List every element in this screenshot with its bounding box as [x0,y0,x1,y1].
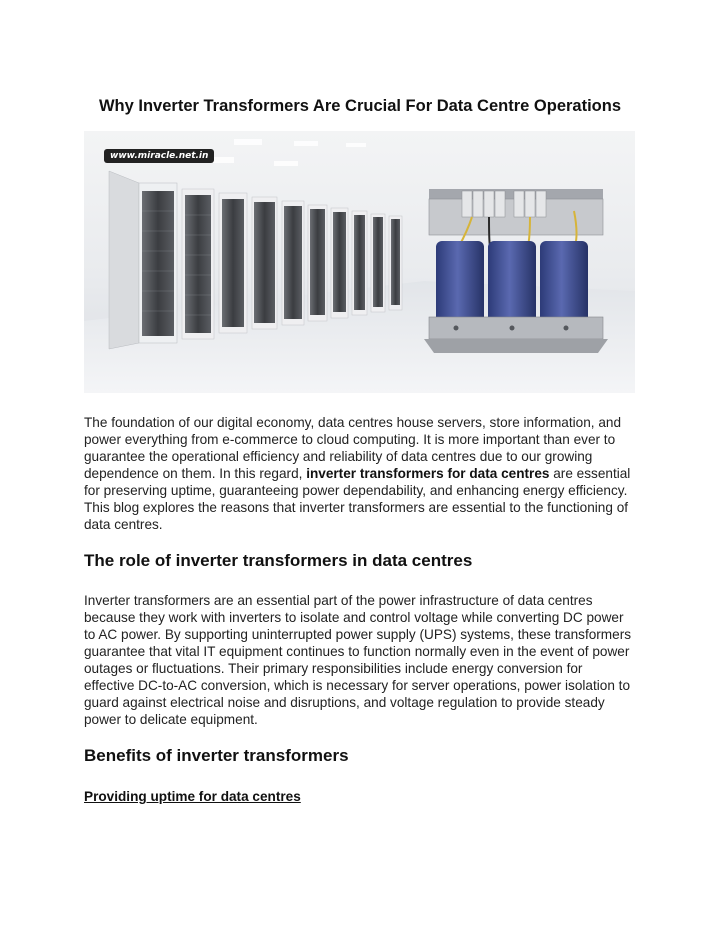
hero-image [84,131,635,393]
transformer-illustration [424,189,608,353]
intro-paragraph [84,414,636,533]
section-heading-role: The role of inverter transformers in data centres [84,551,473,570]
subheading-uptime: Providing uptime for data centres [84,789,301,804]
intro-bold-keyword: inverter transformers for data centres [306,466,550,481]
intro-text-end: are essential for preserving uptime, guaranteeing power dependability, and enhancing energy efficiency. This blog explores the reasons that inverter transformers are essential to the functioning of data centres. [84,466,631,532]
intro-text-start: The foundation of our digital economy, data centres house servers, store information, and power everything from e-commerce to cloud computing. It is more important than ever to guarantee the operational efficiency and reliability of data centres due to our growing dependence on them. In this regard, [84,415,622,481]
data-centre-illustration [84,131,635,393]
watermark-text: www.miracle.net.in [104,149,214,163]
page-title: Why Inverter Transformers Are Crucial For Data Centre Operations [98,97,622,116]
section-role-paragraph: Inverter transformers are an essential part of the power infrastructure of data centres because they work with inverters to isolate and control voltage while converting DC power to AC power. By supporting uninterrupted power supply (UPS) systems, these transformers guarantee that vital IT equipment continues to function normally even in the event of power outages or fluctuations. Their primary responsibilities include energy conversion for effective DC-to-AC conversion, which is necessary for server operations, power isolation to guard against electrical noise and disruptions, and voltage regulation to provide steady power to delicate equipment. [84,593,632,727]
section-heading-benefits: Benefits of inverter transformers [84,746,349,765]
ceiling-lights [204,139,366,166]
